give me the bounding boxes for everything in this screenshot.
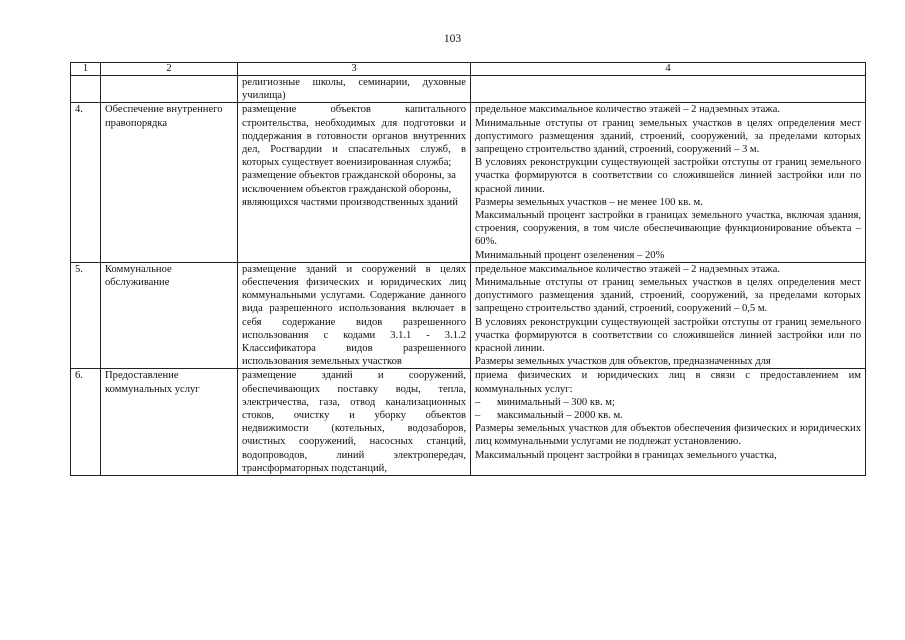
paragraph: размещение объектов гражданской обороны, за исключением объектов гражданской обороны, являющихся частями производственных зданий (242, 170, 458, 208)
paragraph: Минимальные отступы от границ земельных участков в целях определения мест допустимого размещения зданий, строений, сооружений, за пределами которых запрещено строительство зданий, строений, сооружений – 3 м. (475, 117, 861, 156)
paragraph: размещение объектов капитального строительства, необходимых для подготовки и поддержания в готовности органов внутренних дел, Росгвардии и спасательных служб, в которых существует военизированная служба; (242, 104, 466, 169)
use-description (238, 369, 471, 476)
list-item (475, 409, 861, 422)
paragraph: религиозные школы, семинарии, духовные училища) (242, 77, 466, 102)
paragraph: Размеры земельных участков для объектов, предназначенных для (475, 356, 771, 368)
paragraph: В условиях реконструкции существующей застройки отступы от границ земельного участка формируются в соответствии со сложившейся линией застройки или по красной линии. (475, 157, 861, 195)
paragraph: Обеспечение внутреннего правопорядка (105, 104, 223, 129)
paragraph: Максимальный процент застройки в границах земельного участка, (475, 449, 777, 461)
use-name (101, 103, 238, 262)
use-parameters (471, 103, 866, 262)
list-item-text: минимальный – 300 кв. м; (497, 396, 615, 408)
paragraph: размещение зданий и сооружений в целях обеспечения физических и юридических лиц коммунальными услугами. Содержание данного вида разрешенного использования включает в себя содержание видов разрешенного использования с кодами 3.1.1 - 3.1.2 Классификатора видов разрешенного использования земельных участков (242, 263, 466, 368)
list-item (475, 396, 861, 409)
table-row (71, 103, 866, 262)
header-cell-4: 4 (471, 63, 866, 76)
paragraph: Минимальные отступы от границ земельных участков в целях определения мест допустимого размещения зданий, строений, сооружений, за пределами которых запрещено строительство зданий, строений, сооружений – 0,5 м. (475, 277, 861, 315)
row-number (71, 76, 101, 103)
paragraph: Размеры земельных участков для объектов обеспечения физических и юридических лиц коммунальными услугами не подлежат установлению. (475, 423, 861, 448)
use-description (238, 76, 471, 103)
row-number: 6. (71, 369, 101, 476)
paragraph: предельное максимальное количество этажей – 2 надземных этажа. (475, 104, 780, 116)
use-name (101, 262, 238, 369)
page-number: 103 (443, 33, 462, 45)
paragraph: предельное максимальное количество этажей – 2 надземных этажа. (475, 263, 780, 275)
paragraph: В условиях реконструкции существующей застройки отступы от границ земельного участка формируются в соответствии со сложившейся линией застройки или по красной линии. (475, 316, 861, 355)
header-cell-2: 2 (101, 63, 238, 76)
table-row (71, 262, 866, 369)
zoning-table (70, 62, 866, 476)
use-description (238, 262, 471, 369)
paragraph: Предоставление коммунальных услуг (105, 370, 200, 395)
use-name (101, 76, 238, 103)
row-number: 5. (71, 262, 101, 369)
paragraph: Максимальный процент застройки в границах земельного участка, включая здания, строения, сооружения, в том числе обеспечивающие функционирование объекта – 60%. (475, 210, 861, 248)
use-description (238, 103, 471, 262)
table-header-row (71, 63, 866, 76)
row-number: 4. (71, 103, 101, 262)
use-parameters (471, 262, 866, 369)
table-row (71, 369, 866, 476)
use-name (101, 369, 238, 476)
list-item-text: максимальный – 2000 кв. м. (497, 410, 623, 422)
use-parameters (471, 76, 866, 103)
table-row (71, 76, 866, 103)
use-parameters (471, 369, 866, 476)
paragraph: Минимальный процент озеленения – 20% (475, 249, 665, 261)
header-cell-1: 1 (71, 63, 101, 76)
list-dash: – (475, 396, 481, 408)
paragraph: Коммунальное обслуживание (105, 263, 172, 289)
paragraph: размещение зданий и сооружений, обеспечивающих поставку воды, тепла, электричества, газа, отвод канализационных стоков, очистку и уборку объектов недвижимости (котельных, водозаборов, очистных сооружений, насосных станций, водопроводов, линий электропередач, трансформаторных подстанций, (242, 370, 466, 474)
list-dash: – (475, 410, 481, 422)
paragraph: приема физических и юридических лиц в связи с предоставлением им коммунальных услуг: (475, 370, 861, 395)
paragraph: Размеры земельных участков – не менее 100 кв. м. (475, 196, 703, 208)
header-cell-3: 3 (238, 63, 471, 76)
